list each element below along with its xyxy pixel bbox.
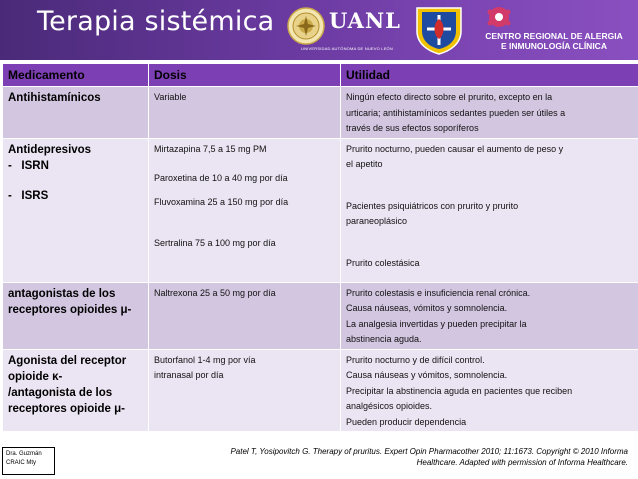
table-row [3,282,638,349]
table-header-row [3,64,638,87]
citation [140,446,628,468]
utilidad-text: abstinencia aguda. [346,334,422,344]
header-banner [0,0,638,60]
dosis-text: Sertralina 75 a 100 mg por día [154,238,276,248]
utilidad-text: paraneoplásico [346,216,408,226]
table-row [3,349,638,432]
utilidad-cell [341,138,638,282]
author-box [2,447,55,475]
therapy-table [2,63,638,432]
dosis-text: Mirtazapina 7,5 a 15 mg PM [154,143,267,154]
medicamento-text: antagonistas de los [8,287,116,300]
uanl-logo-text: UANL [329,8,401,33]
dosis-text: Fluvoxamina 25 a 150 mg por día [154,196,289,207]
utilidad-text: Pacientes psiquiátricos con prurito y prurito [346,200,519,211]
medicamento-text: Agonista del receptor [8,354,127,367]
header-dosis: Dosis [149,64,341,87]
utilidad-cell [341,282,638,349]
dosis-text: Naltrexona 25 a 50 mg por día [154,287,276,298]
dosis-text: Butorfanol 1-4 mg por vía [154,354,256,365]
dosis-cell [149,282,341,349]
table-row [3,138,638,282]
citation-line2: Healthcare. Adapted with permission of Informa Healthcare. [416,458,628,467]
header-utilidad: Utilidad [341,64,638,87]
faculty-shield-logo [413,5,465,55]
author-name: Dra. Guzmán [6,451,42,457]
header-medicamento: Medicamento [3,64,149,87]
medicamento-text: Antidepresivos [8,143,92,156]
medicamento-cell [3,349,149,432]
utilidad-text: través de sus efectos soporíferos [346,123,479,133]
utilidad-text: Prurito colestasis e insuficiencia renal crónica. [346,287,531,298]
dosis-text: Paroxetina de 10 a 40 mg por día [154,173,288,183]
author-affiliation: CRAIC Mty [6,460,36,466]
utilidad-text: La analgesia invertidas y pueden precipitar la [346,318,527,329]
medicamento-text: Antihistamínicos [8,92,101,104]
medicamento-cell [3,282,149,349]
allergy-center-line1: CENTRO REGIONAL DE ALERGIA [485,31,623,41]
dosis-text: Variable [154,92,187,102]
allergy-center-name [470,31,638,51]
utilidad-text: el apetito [346,159,383,169]
university-seal-logo [287,7,325,45]
utilidad-text: urticaria; antihistamínicos sedantes pueden ser útiles a [346,107,566,118]
dosis-cell [149,349,341,432]
allergy-center-logo [478,4,520,32]
dosis-cell [149,87,341,139]
medicamento-cell [3,87,149,139]
medicamento-text: - ISRS [8,189,49,202]
medicamento-text: /antagonista de los [8,386,113,399]
medicamento-text: receptores opioides μ- [8,303,132,316]
allergy-center-line2: E INMUNOLOGÍA CLÍNICA [501,41,607,51]
utilidad-text: Causa náuseas y vómitos, somnolencia. [346,370,508,380]
dosis-text: intranasal por día [154,370,224,380]
page-title: Terapia sistémica [37,6,275,37]
utilidad-cell [341,349,638,432]
citation-line1: Patel T, Yosipovitch G. Therapy of pruritus. Expert Opin Pharmacother 2010; 11:1673. Copyright © 2010 Informa [230,447,628,456]
utilidad-text: Prurito colestásica [346,257,420,268]
utilidad-text: Ningún efecto directo sobre el prurito, excepto en la [346,92,553,102]
table-row [3,87,638,139]
medicamento-text: opioide κ- [8,370,63,383]
uanl-subtitle: UNIVERSIDAD AUTÓNOMA DE NUEVO LEÓN [301,46,393,51]
utilidad-text: Prurito nocturno, pueden causar el aumento de peso y [346,143,564,154]
utilidad-text: Pueden producir dependencia [346,416,467,427]
medicamento-cell [3,138,149,282]
utilidad-text: Prurito nocturno y de difícil control. [346,354,485,365]
utilidad-text: Causa náuseas, vómitos y somnolencia. [346,303,508,313]
utilidad-cell [341,87,638,139]
utilidad-text: Precipitar la abstinencia aguda en pacientes que reciben [346,385,573,396]
utilidad-text: analgésicos opioides. [346,401,433,411]
dosis-cell [149,138,341,282]
medicamento-text: - ISRN [8,159,49,172]
medicamento-text: receptores opioide μ- [8,402,125,415]
